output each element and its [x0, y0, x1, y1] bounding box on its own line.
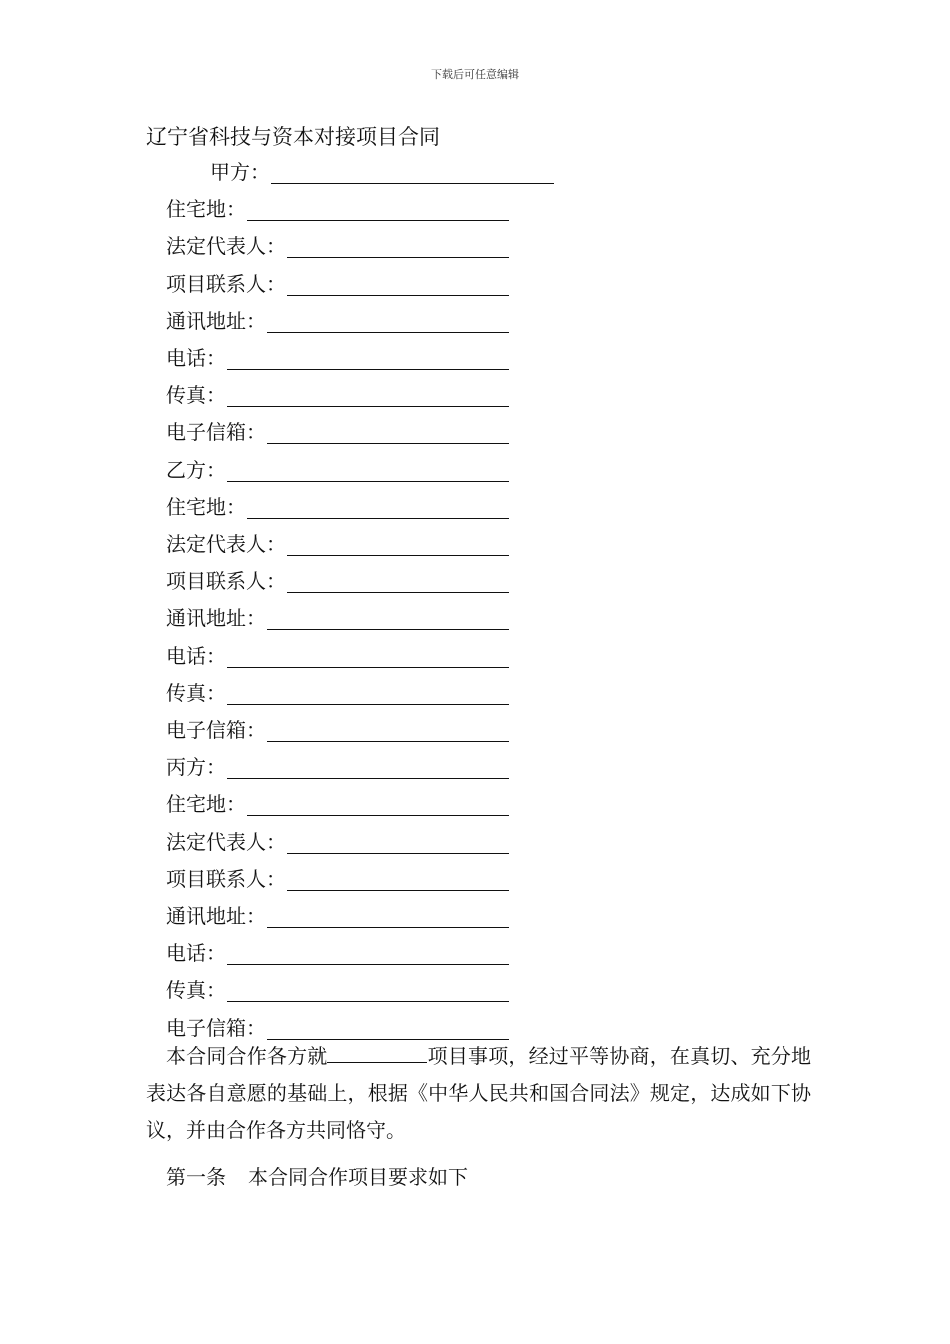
field-row: [166, 493, 509, 521]
field-label: 传真：: [166, 978, 226, 1003]
field-row: [166, 418, 509, 446]
field-label: 电话：: [166, 346, 226, 370]
field-label: 传真：: [166, 383, 226, 408]
field-blank[interactable]: [287, 868, 509, 891]
field-blank[interactable]: [267, 905, 509, 928]
document-title: 辽宁省科技与资本对接项目合同: [146, 125, 440, 149]
field-blank[interactable]: [227, 347, 509, 370]
field-row: [166, 716, 509, 744]
field-blank[interactable]: [267, 1017, 509, 1040]
field-blank[interactable]: [247, 793, 509, 816]
field-row: [166, 530, 509, 558]
field-label: 项目联系人：: [166, 569, 286, 594]
field-label: 电子信箱：: [166, 1015, 266, 1040]
field-blank[interactable]: [247, 198, 509, 221]
field-blank[interactable]: [271, 161, 554, 184]
field-row: [166, 567, 509, 595]
field-label: 电子信箱：: [166, 718, 266, 742]
field-blank[interactable]: [267, 310, 509, 333]
field-row: [166, 195, 509, 223]
field-label: 通讯地址：: [166, 308, 266, 333]
field-row: [166, 381, 509, 409]
field-label: 电子信箱：: [166, 420, 266, 445]
field-label: 甲方：: [210, 160, 270, 184]
field-row: [166, 456, 509, 484]
field-blank[interactable]: [267, 719, 509, 742]
field-label: 住宅地：: [166, 792, 246, 817]
field-label: 传真：: [166, 680, 226, 705]
field-row: [166, 976, 509, 1004]
field-label: 法定代表人：: [166, 532, 286, 556]
field-blank[interactable]: [227, 979, 509, 1002]
field-label: 电话：: [166, 643, 226, 668]
field-blank[interactable]: [267, 421, 509, 444]
intro-paragraph: [146, 1038, 811, 1149]
field-row: [166, 679, 509, 707]
field-row: [210, 158, 554, 186]
field-row: [166, 642, 509, 670]
field-blank[interactable]: [227, 645, 509, 668]
header-note: 下载后可任意编辑: [431, 68, 519, 81]
field-row: [166, 604, 509, 632]
field-row: [166, 753, 509, 781]
field-row: [166, 344, 509, 372]
field-row: [166, 270, 509, 298]
field-label: 通讯地址：: [166, 606, 266, 631]
field-row: [166, 828, 509, 856]
article-text: 本合同合作项目要求如下: [248, 1165, 468, 1189]
field-row: [166, 790, 509, 818]
field-row: [166, 307, 509, 335]
field-label: 项目联系人：: [166, 271, 286, 296]
field-blank[interactable]: [287, 273, 509, 296]
intro-text-part1: 本合同合作各方就: [166, 1043, 328, 1068]
field-blank[interactable]: [227, 682, 509, 705]
field-label: 电话：: [166, 941, 226, 966]
field-label: 项目联系人：: [166, 866, 286, 891]
article-one: [166, 1163, 468, 1191]
field-row: [166, 902, 509, 930]
field-label: 住宅地：: [166, 197, 246, 222]
field-blank[interactable]: [267, 607, 509, 630]
field-blank[interactable]: [247, 496, 509, 519]
field-blank[interactable]: [227, 942, 509, 965]
field-blank[interactable]: [287, 235, 509, 258]
field-blank[interactable]: [287, 831, 509, 854]
field-blank[interactable]: [227, 459, 509, 482]
field-label: 住宅地：: [166, 494, 246, 519]
field-row: [166, 939, 509, 967]
article-number: 第一条: [166, 1165, 226, 1189]
field-label: 乙方：: [166, 457, 226, 482]
field-label: 丙方：: [166, 755, 226, 780]
project-name-blank[interactable]: [327, 1042, 427, 1063]
field-row: [166, 865, 509, 893]
field-label: 通讯地址：: [166, 904, 266, 928]
field-blank[interactable]: [227, 384, 509, 407]
field-label: 法定代表人：: [166, 234, 286, 259]
field-blank[interactable]: [287, 570, 509, 593]
intro-text-part2: 项目事项，经过平等协商，在真切、充分地表达各自意愿的基础上，根据《中华人民共和国合同法》规定，达成如下协议，并由合作各方共同恪守。: [146, 1043, 812, 1142]
field-row: [166, 232, 509, 260]
field-label: 法定代表人：: [166, 829, 286, 854]
field-blank[interactable]: [287, 533, 509, 556]
field-blank[interactable]: [227, 756, 509, 779]
